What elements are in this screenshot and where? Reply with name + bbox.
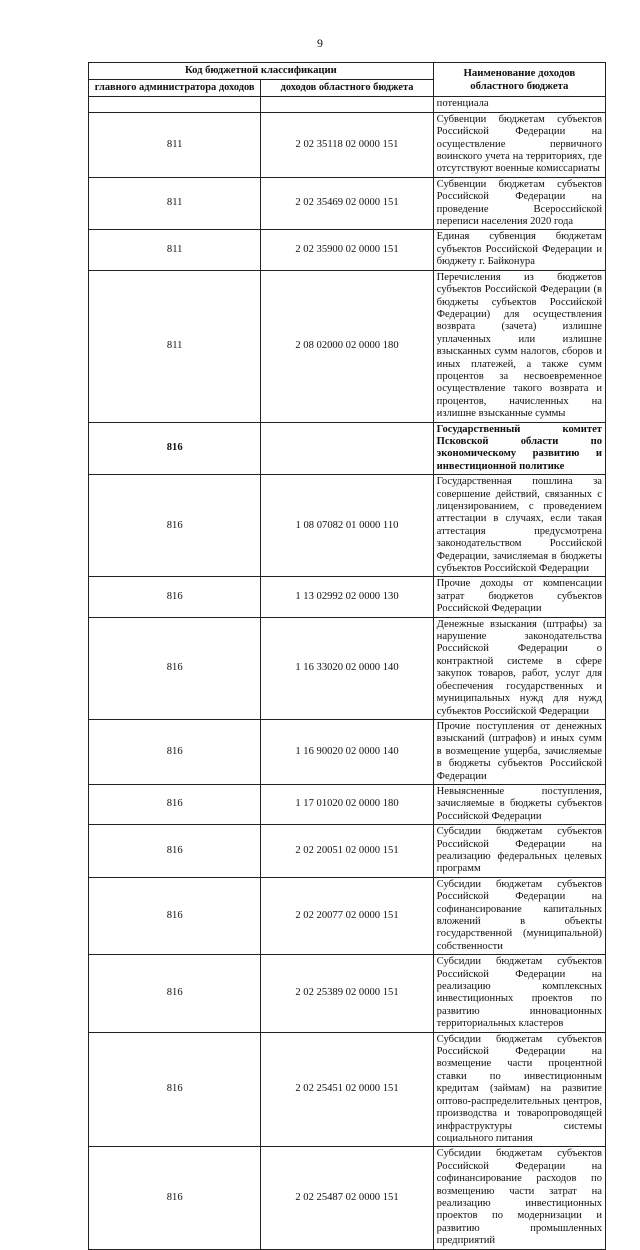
row-revenue-code: 1 08 07082 01 0000 110 [261,475,433,577]
row-admin-code: 816 [89,877,261,954]
row-admin-code: 816 [89,784,261,824]
row-revenue-name: Субсидии бюджетам субъектов Российской Федерации на софинансирование капитальных вложений в объекты государственной (муниципальной) собственности [433,877,605,954]
row-admin-code: 816 [89,577,261,617]
table-row [89,270,606,422]
row-admin-code: 816 [89,422,261,475]
revenue-classification-table [88,62,606,1250]
header-chief-administrator: главного администратора доходов [89,80,261,97]
table-row [89,577,606,617]
table-body [89,97,606,1249]
table-row [89,719,606,784]
row-admin-code: 816 [89,719,261,784]
table-row [89,877,606,954]
table-row [89,784,606,824]
row-revenue-name: Прочие поступления от денежных взысканий (штрафов) и иных сумм в возмещение ущерба, зачисляемые в бюджеты субъектов Российской Федерации [433,719,605,784]
table-row [89,97,606,112]
row-admin-code: 816 [89,1147,261,1249]
row-revenue-name: Субвенции бюджетам субъектов Российской Федерации на осуществление первичного воинского учета на территориях, где отсутствуют военные комиссариаты [433,112,605,177]
table-row [89,177,606,230]
row-admin-code: 816 [89,825,261,878]
row-revenue-name: Субвенции бюджетам субъектов Российской Федерации на проведение Всероссийской переписи населения 2020 года [433,177,605,230]
row-revenue-name: Перечисления из бюджетов субъектов Российской Федерации (в бюджеты субъектов Российской Федерации) для осуществления возврата (зачета) излишне уплаченных или излишне взысканных сумм налогов, сборов и иных платежей, а также сумм процентов за несвоевременное осуществление такого возврата и процентов, начисленных на излишне взысканные суммы [433,270,605,422]
row-revenue-code: 2 02 35118 02 0000 151 [261,112,433,177]
row-revenue-code: 1 17 01020 02 0000 180 [261,784,433,824]
row-admin-code: 811 [89,112,261,177]
table-row [89,230,606,270]
row-revenue-name: Субсидии бюджетам субъектов Российской Федерации на возмещение части процентной ставки по инвестиционным кредитам (займам) на развитие оптово-распределительных центров, производства и товаропроводящей инфраструктуры системы социального питания [433,1032,605,1147]
row-revenue-code: 2 02 25451 02 0000 151 [261,1032,433,1147]
table-row [89,825,606,878]
row-admin-code: 811 [89,270,261,422]
row-admin-code: 816 [89,955,261,1032]
header-revenue-name: Наименование доходов областного бюджета [433,63,605,97]
table-row [89,617,606,719]
row-revenue-code: 2 08 02000 02 0000 180 [261,270,433,422]
row-revenue-code: 1 13 02992 02 0000 130 [261,577,433,617]
table-row [89,1032,606,1147]
header-revenue-code: доходов областного бюджета [261,80,433,97]
row-admin-code: 816 [89,475,261,577]
table-row [89,1147,606,1249]
row-admin-code: 816 [89,1032,261,1147]
row-admin-code: 816 [89,617,261,719]
table-row [89,475,606,577]
table-row [89,112,606,177]
row-revenue-code [261,97,433,112]
header-classification-code: Код бюджетной классификации [89,63,434,80]
row-revenue-name: Прочие доходы от компенсации затрат бюджетов субъектов Российской Федерации [433,577,605,617]
table-row [89,422,606,475]
row-revenue-name: Субсидии бюджетам субъектов Российской Федерации на реализацию комплексных инвестиционных проектов по развитию инновационных территориальных кластеров [433,955,605,1032]
row-revenue-name: потенциала [433,97,605,112]
row-admin-code: 811 [89,177,261,230]
row-admin-code [89,97,261,112]
row-revenue-code [261,422,433,475]
row-revenue-code: 1 16 90020 02 0000 140 [261,719,433,784]
row-revenue-code: 2 02 35900 02 0000 151 [261,230,433,270]
row-admin-code: 811 [89,230,261,270]
row-revenue-name: Денежные взыскания (штрафы) за нарушение законодательства Российской Федерации о контрактной системе в сфере закупок товаров, работ, услуг для обеспечения государственных и муниципальных нужд для нужд субъектов Российской Федерации [433,617,605,719]
row-revenue-code: 2 02 20051 02 0000 151 [261,825,433,878]
row-revenue-name: Субсидии бюджетам субъектов Российской Федерации на реализацию федеральных целевых программ [433,825,605,878]
page-number: 9 [317,36,323,50]
row-revenue-name: Единая субвенция бюджетам субъектов Российской Федерации и бюджету г. Байконура [433,230,605,270]
row-revenue-code: 2 02 25487 02 0000 151 [261,1147,433,1249]
row-revenue-name: Государственный комитет Псковской области по экономическому развитию и инвестиционной политике [433,422,605,475]
row-revenue-name: Субсидии бюджетам субъектов Российской Федерации на софинансирование расходов по возмещению части затрат на реализацию инвестиционных проектов по модернизации и развитию промышленных предприятий [433,1147,605,1249]
table-row [89,955,606,1032]
row-revenue-code: 2 02 25389 02 0000 151 [261,955,433,1032]
row-revenue-code: 2 02 35469 02 0000 151 [261,177,433,230]
row-revenue-name: Государственная пошлина за совершение действий, связанных с лицензированием, с проведением аттестации в случаях, если такая аттестация предусмотрена законодательством Российской Федерации, зачисляемая в бюджеты субъектов Российской Федерации [433,475,605,577]
table-header [89,63,606,97]
row-revenue-name: Невыясненные поступления, зачисляемые в бюджеты субъектов Российской Федерации [433,784,605,824]
row-revenue-code: 2 02 20077 02 0000 151 [261,877,433,954]
row-revenue-code: 1 16 33020 02 0000 140 [261,617,433,719]
